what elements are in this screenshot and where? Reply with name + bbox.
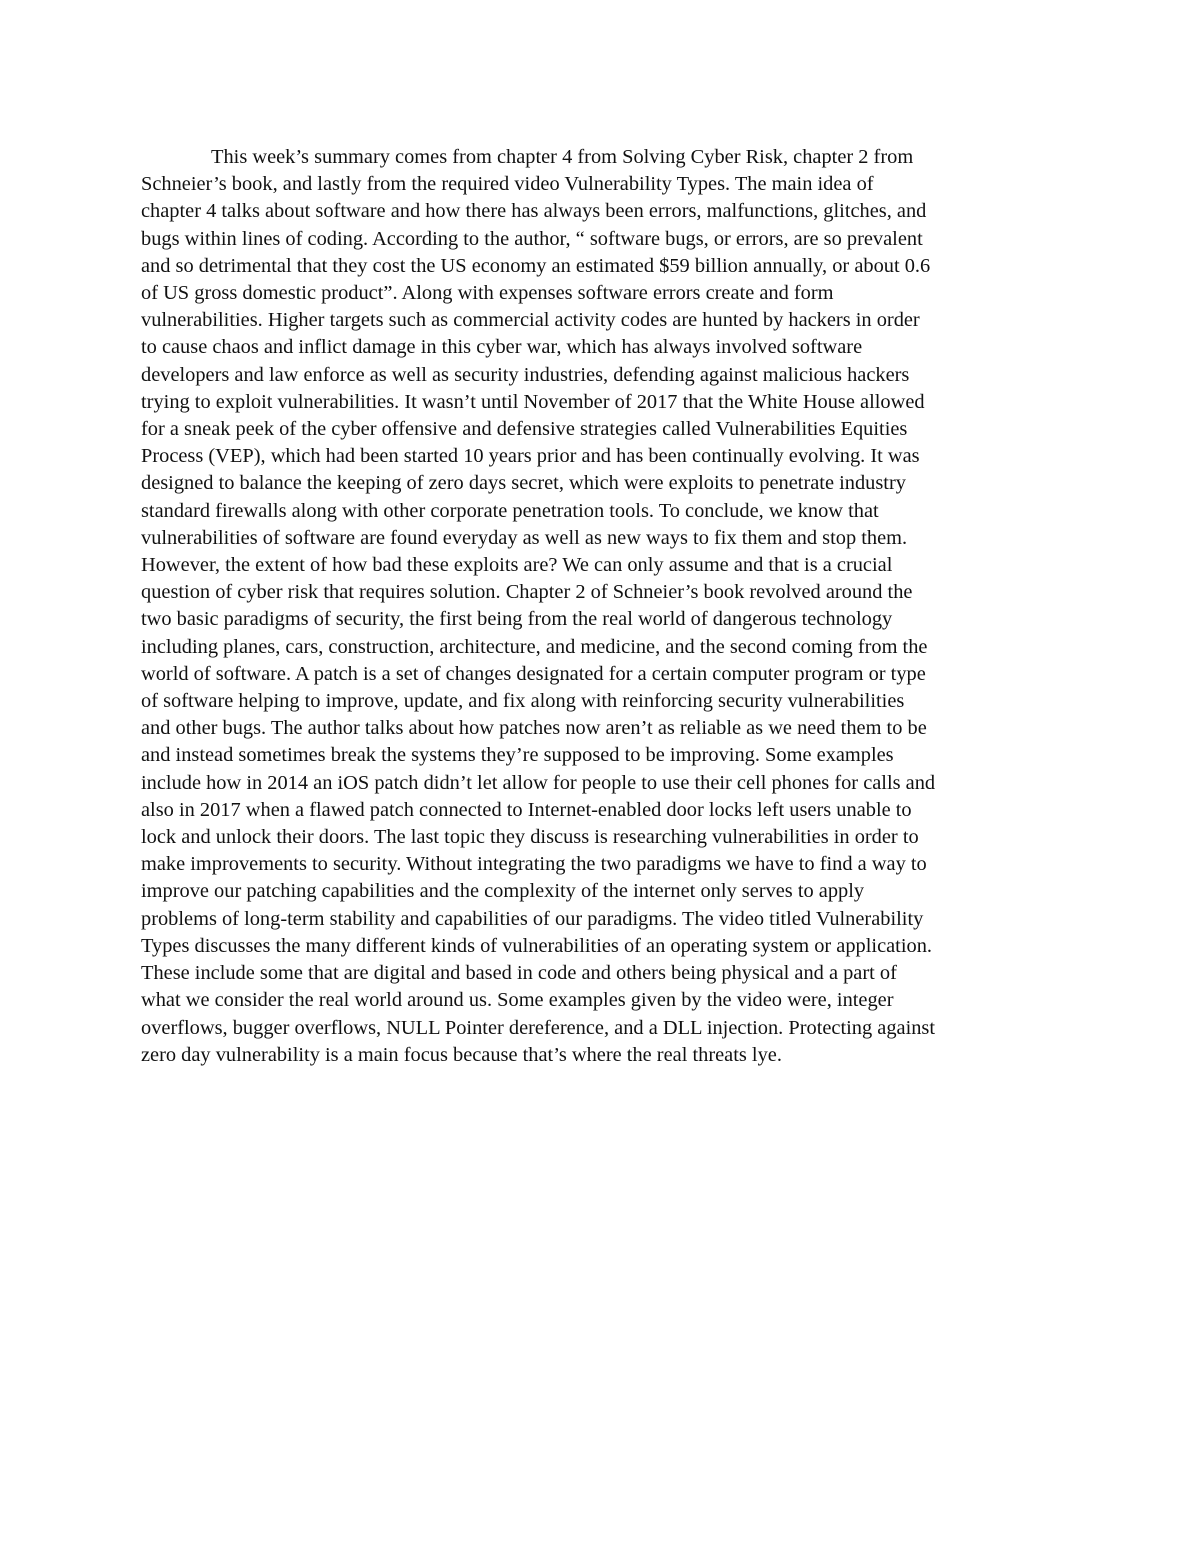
paragraph-line: what we consider the real world around us. Some examples given by the video were, integer xyxy=(141,989,894,1012)
paragraph-line: include how in 2014 an iOS patch didn’t let allow for people to use their cell phones for calls and xyxy=(141,771,936,794)
paragraph-line: to cause chaos and inflict damage in this cyber war, which has always involved software xyxy=(141,336,863,359)
paragraph-line: question of cyber risk that requires solution. Chapter 2 of Schneier’s book revolved around the xyxy=(141,581,913,604)
paragraph-line: improve our patching capabilities and the complexity of the internet only serves to apply xyxy=(141,880,865,903)
paragraph-line: and instead sometimes break the systems they’re supposed to be improving. Some examples xyxy=(141,744,894,767)
paragraph-line: Schneier’s book, and lastly from the required video Vulnerability Types. The main idea of xyxy=(141,173,874,196)
paragraph-line: Types discusses the many different kinds of vulnerabilities of an operating system or application. xyxy=(141,934,932,957)
paragraph-line: chapter 4 talks about software and how there has always been errors, malfunctions, glitches, and xyxy=(141,200,927,223)
paragraph-line: standard firewalls along with other corporate penetration tools. To conclude, we know that xyxy=(141,499,879,522)
paragraph-line: and so detrimental that they cost the US economy an estimated $59 billion annually, or about 0.6 xyxy=(141,254,931,277)
paragraph-line: for a sneak peek of the cyber offensive and defensive strategies called Vulnerabilities Equities xyxy=(141,418,908,441)
paragraph-line: These include some that are digital and based in code and others being physical and a part of xyxy=(141,962,897,985)
paragraph-line: zero day vulnerability is a main focus because that’s where the real threats lye. xyxy=(141,1043,782,1066)
paragraph-line: Process (VEP), which had been started 10 years prior and has been continually evolving. It was xyxy=(141,445,920,468)
paragraph-line: problems of long-term stability and capabilities of our paradigms. The video titled Vulnerability xyxy=(141,907,924,930)
paragraph-line: bugs within lines of coding. According to the author, “ software bugs, or errors, are so prevalent xyxy=(141,227,923,250)
paragraph-line: developers and law enforce as well as security industries, defending against malicious hackers xyxy=(141,363,910,386)
paragraph-line: overflows, bugger overflows, NULL Pointer dereference, and a DLL injection. Protecting against xyxy=(141,1016,936,1039)
paragraph-line: also in 2017 when a flawed patch connected to Internet-enabled door locks left users unable to xyxy=(141,798,912,821)
paragraph-line: This week’s summary comes from chapter 4 from Solving Cyber Risk, chapter 2 from xyxy=(211,146,914,168)
paragraph-line: vulnerabilities. Higher targets such as commercial activity codes are hunted by hackers in order xyxy=(141,309,920,332)
paragraph-line: However, the extent of how bad these exploits are? We can only assume and that is a crucial xyxy=(141,554,893,577)
paragraph-line: vulnerabilities of software are found everyday as well as new ways to fix them and stop them. xyxy=(141,526,908,549)
paragraph-line: designed to balance the keeping of zero days secret, which were exploits to penetrate industry xyxy=(141,472,906,495)
paragraph-line: world of software. A patch is a set of changes designated for a certain computer program or type xyxy=(141,662,926,685)
summary-paragraph xyxy=(141,144,1061,1069)
paragraph-line: two basic paradigms of security, the first being from the real world of dangerous technology xyxy=(141,608,893,631)
paragraph-line: including planes, cars, construction, architecture, and medicine, and the second coming from the xyxy=(141,635,928,658)
paragraph-line: trying to exploit vulnerabilities. It wasn’t until November of 2017 that the White House allowed xyxy=(141,390,925,413)
paragraph-line: make improvements to security. Without integrating the two paradigms we have to find a way to xyxy=(141,853,927,876)
paragraph-line: lock and unlock their doors. The last topic they discuss is researching vulnerabilities in order to xyxy=(141,826,919,849)
paragraph-line: of US gross domestic product”. Along with expenses software errors create and form xyxy=(141,282,834,305)
paragraph-line: of software helping to improve, update, and fix along with reinforcing security vulnerabilities xyxy=(141,690,905,713)
paragraph-line: and other bugs. The author talks about how patches now aren’t as reliable as we need them to be xyxy=(141,717,927,740)
